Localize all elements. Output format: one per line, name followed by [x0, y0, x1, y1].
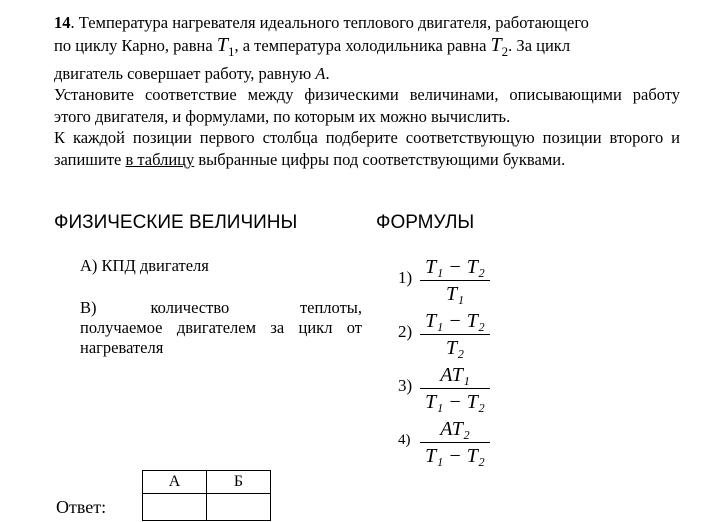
formula-4-denominator: T₁ − T₂ [425, 445, 485, 467]
formula-3-numerator: AT₁ [440, 364, 470, 386]
answer-table [142, 470, 271, 521]
quantity-a [80, 256, 360, 276]
left-column-header: ФИЗИЧЕСКИЕ ВЕЛИЧИНЫ [54, 212, 298, 233]
task-line-2a: по циклу Карно, равна [54, 36, 217, 55]
formula-3 [420, 362, 490, 415]
formula-1-numerator: T₁ − T₂ [425, 256, 485, 278]
answer-label: Ответ: [56, 497, 107, 517]
formula-2-numerator: T₁ − T₂ [425, 310, 485, 332]
symbol-a: A [315, 64, 326, 83]
formula-2-denominator: T₂ [445, 337, 465, 359]
formula-3-denominator: T₁ − T₂ [425, 391, 485, 413]
formula-2 [420, 308, 490, 361]
quantity-letter: В) [80, 298, 97, 317]
task-paragraph-1: 14. Температура нагревателя идеального теплового двигателя, работающего по циклу Карно, равна $T_1$, а температура холодильника равна $T_2$. За цикл двигатель совершает работу, равную A. [54, 13, 589, 83]
symbol-t2: $T_2$ [490, 34, 509, 59]
task-line-2b: , а температура холодильника равна [234, 36, 491, 55]
right-column-header: ФОРМУЛЫ [376, 212, 475, 233]
answer-input-row [143, 494, 271, 521]
answer-header-a: А [143, 471, 207, 494]
symbol-t1: $T_1$ [216, 34, 235, 59]
formula-4-label: 4) [398, 432, 411, 448]
formula-3-label: 3) [398, 376, 413, 395]
formula-1-label: 1) [398, 268, 413, 287]
quantity-text: количество теплоты, получаемое двигателем за цикл от нагревателя [80, 298, 362, 357]
formula-4 [420, 416, 490, 469]
formula-1-denominator: T₁ [445, 283, 465, 305]
answer-header-b: Б [207, 471, 271, 494]
answer-cell-b[interactable] [207, 494, 271, 521]
task-line-2c: . За цикл [508, 36, 571, 55]
formula-1 [420, 254, 490, 307]
answer-header-row [143, 471, 271, 494]
table-link[interactable]: в таблицу [125, 150, 195, 169]
quantity-text: КПД двигателя [101, 256, 209, 275]
task-paragraph-3: К каждой позиции первого столбца подберите соответствующую позиции второго и запишите в таблицу выбранные цифры под соответствующими буквами. [54, 128, 680, 169]
task-line-1: . Температура нагревателя идеального теплового двигателя, работающего [70, 13, 589, 32]
task-number: 14 [54, 13, 71, 32]
quantity-letter: А) [80, 256, 98, 275]
quantity-b [80, 298, 362, 358]
task-line-3: двигатель совершает работу, равную [54, 64, 316, 83]
formula-2-label: 2) [398, 322, 413, 341]
formula-4-numerator: AT₂ [440, 418, 470, 440]
answer-cell-a[interactable] [143, 494, 207, 521]
task-paragraph-2: Установите соответствие между физическими величинами, описывающими работу этого двигателя, и формулами, по которым их можно вычислить. [54, 85, 680, 126]
